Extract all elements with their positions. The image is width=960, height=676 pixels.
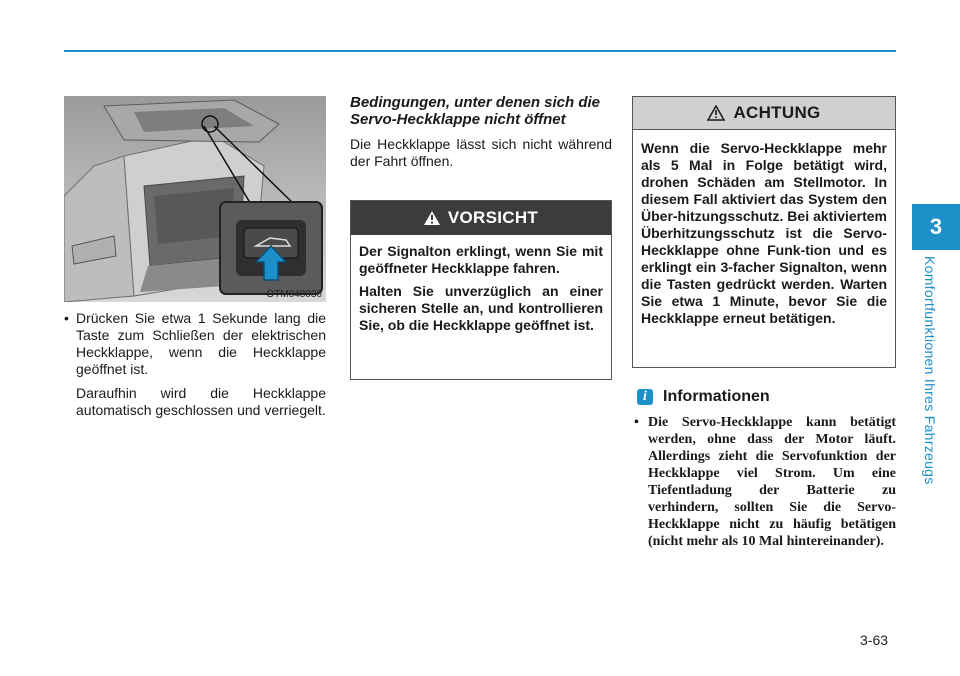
section-heading: Bedingungen, unter denen sich die Servo-Heckklappe nicht öffnet (350, 94, 601, 128)
car-tailgate-drawing (64, 96, 326, 302)
caution-box (350, 200, 612, 380)
instruction-result: Daraufhin wird die Heckklappe automatisch geschlossen und verriegelt. (76, 385, 326, 418)
warning-triangle-icon (424, 211, 440, 225)
attention-header (633, 97, 895, 130)
info-bullet: • Die Servo-Heckklappe kann betätigt werden, ohne dass der Motor läuft. Allerdings zieht die Servofunktion der Heckklappe viel Strom. Um eine Tiefentladung der Batterie zu verhindern, sollten Sie die Servo-Heckklappe nicht zu häufig betätigen (nicht mehr als 10 Mal hintereinander). (634, 414, 896, 550)
caution-title: VORSICHT (447, 208, 539, 227)
chapter-title: Komfortfunktionen Ihres Fahrzeugs (922, 256, 938, 485)
column-1 (64, 310, 326, 419)
chapter-tab[interactable]: 3 (912, 204, 960, 250)
attention-title: ACHTUNG (733, 103, 821, 122)
caution-paragraph-2: Halten Sie unverzüglich an einer sicheren Stelle an, und kontrollieren Sie, ob die Heckklappe geöffnet ist. (359, 283, 603, 333)
instruction-bullet: • Drücken Sie etwa 1 Sekunde lang die Taste zum Schließen der elektrischen Heckklappe, wenn die Heckklappe geöffnet ist. (64, 310, 326, 378)
tailgate-illustration (64, 96, 326, 302)
caution-paragraph-1: Der Signalton erklingt, wenn Sie mit geöffneter Heckklappe fahren. (359, 243, 603, 276)
attention-box (632, 96, 896, 368)
info-icon: i (637, 389, 653, 405)
caution-body (351, 235, 611, 348)
info-title: Informationen (663, 388, 770, 405)
page-number: 3-63 (860, 632, 889, 648)
figure-caption: OTM048036 (266, 289, 322, 300)
warning-triangle-icon (707, 105, 725, 121)
info-header (637, 388, 770, 406)
attention-body (633, 130, 895, 341)
header-rule (64, 50, 896, 52)
caution-header (351, 201, 611, 235)
section-text: Die Heckklappe lässt sich nicht während der Fahrt öffnen. (350, 136, 612, 169)
column-2 (350, 94, 612, 170)
attention-text: Wenn die Servo-Heckklappe mehr als 5 Mal in Folge betätigt wird, drohen Schäden am Stellmotor. In diesem Fall aktiviert das System den Über-hitzungsschutz. Bei aktiviertem Überhitzungsschutz ist die Servo-Heckklappe ohne Funk-tion und es erklingt ein 3-facher Signalton, wenn die Tasten gedrückt werden. Warten Sie etwa 1 Minute, bevor Sie die Heckklappe erneut betätigen. (641, 140, 887, 326)
